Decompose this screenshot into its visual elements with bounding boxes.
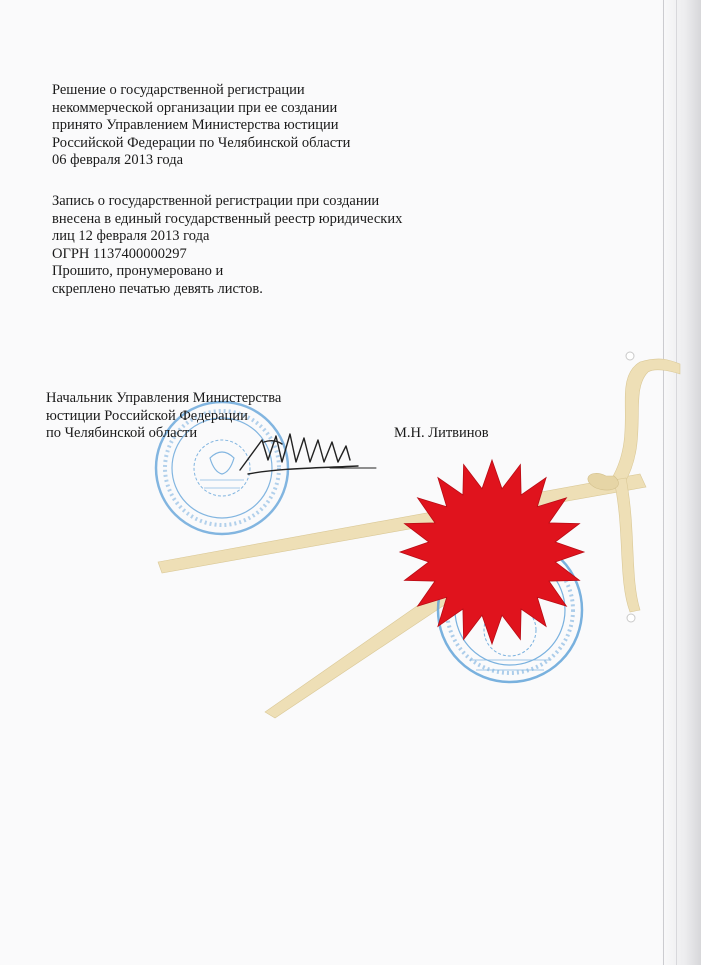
- text-line: внесена в единый государственный реестр юридических: [52, 210, 403, 227]
- text-line: 06 февраля 2013 года: [52, 152, 184, 168]
- text-line: ОГРН 1137400000297: [52, 245, 187, 262]
- signatory-title-line: по Челябинской области: [46, 425, 198, 441]
- signatory-title-line: Начальник Управления Министерства: [46, 390, 282, 406]
- signatory-name: М.Н. Литвинов: [394, 425, 489, 441]
- text-line: лиц 12 февраля 2013 года: [52, 228, 210, 244]
- text-line: Российской Федерации по Челябинской области: [52, 134, 351, 151]
- signatory-title-line: юстиции Российской Федерации: [46, 407, 248, 424]
- text-line: принято Управлением Министерства юстиции: [52, 117, 339, 133]
- text-line: Прошито, пронумеровано и: [52, 263, 224, 279]
- text-line: Решение о государственной регистрации: [52, 82, 305, 98]
- text-line: некоммерческой организации при ее создании: [52, 99, 338, 116]
- signatory-block: [46, 390, 281, 443]
- text-line: Запись о государственной регистрации при создании: [52, 193, 380, 209]
- text-line: скреплено печатью девять листов.: [52, 280, 263, 297]
